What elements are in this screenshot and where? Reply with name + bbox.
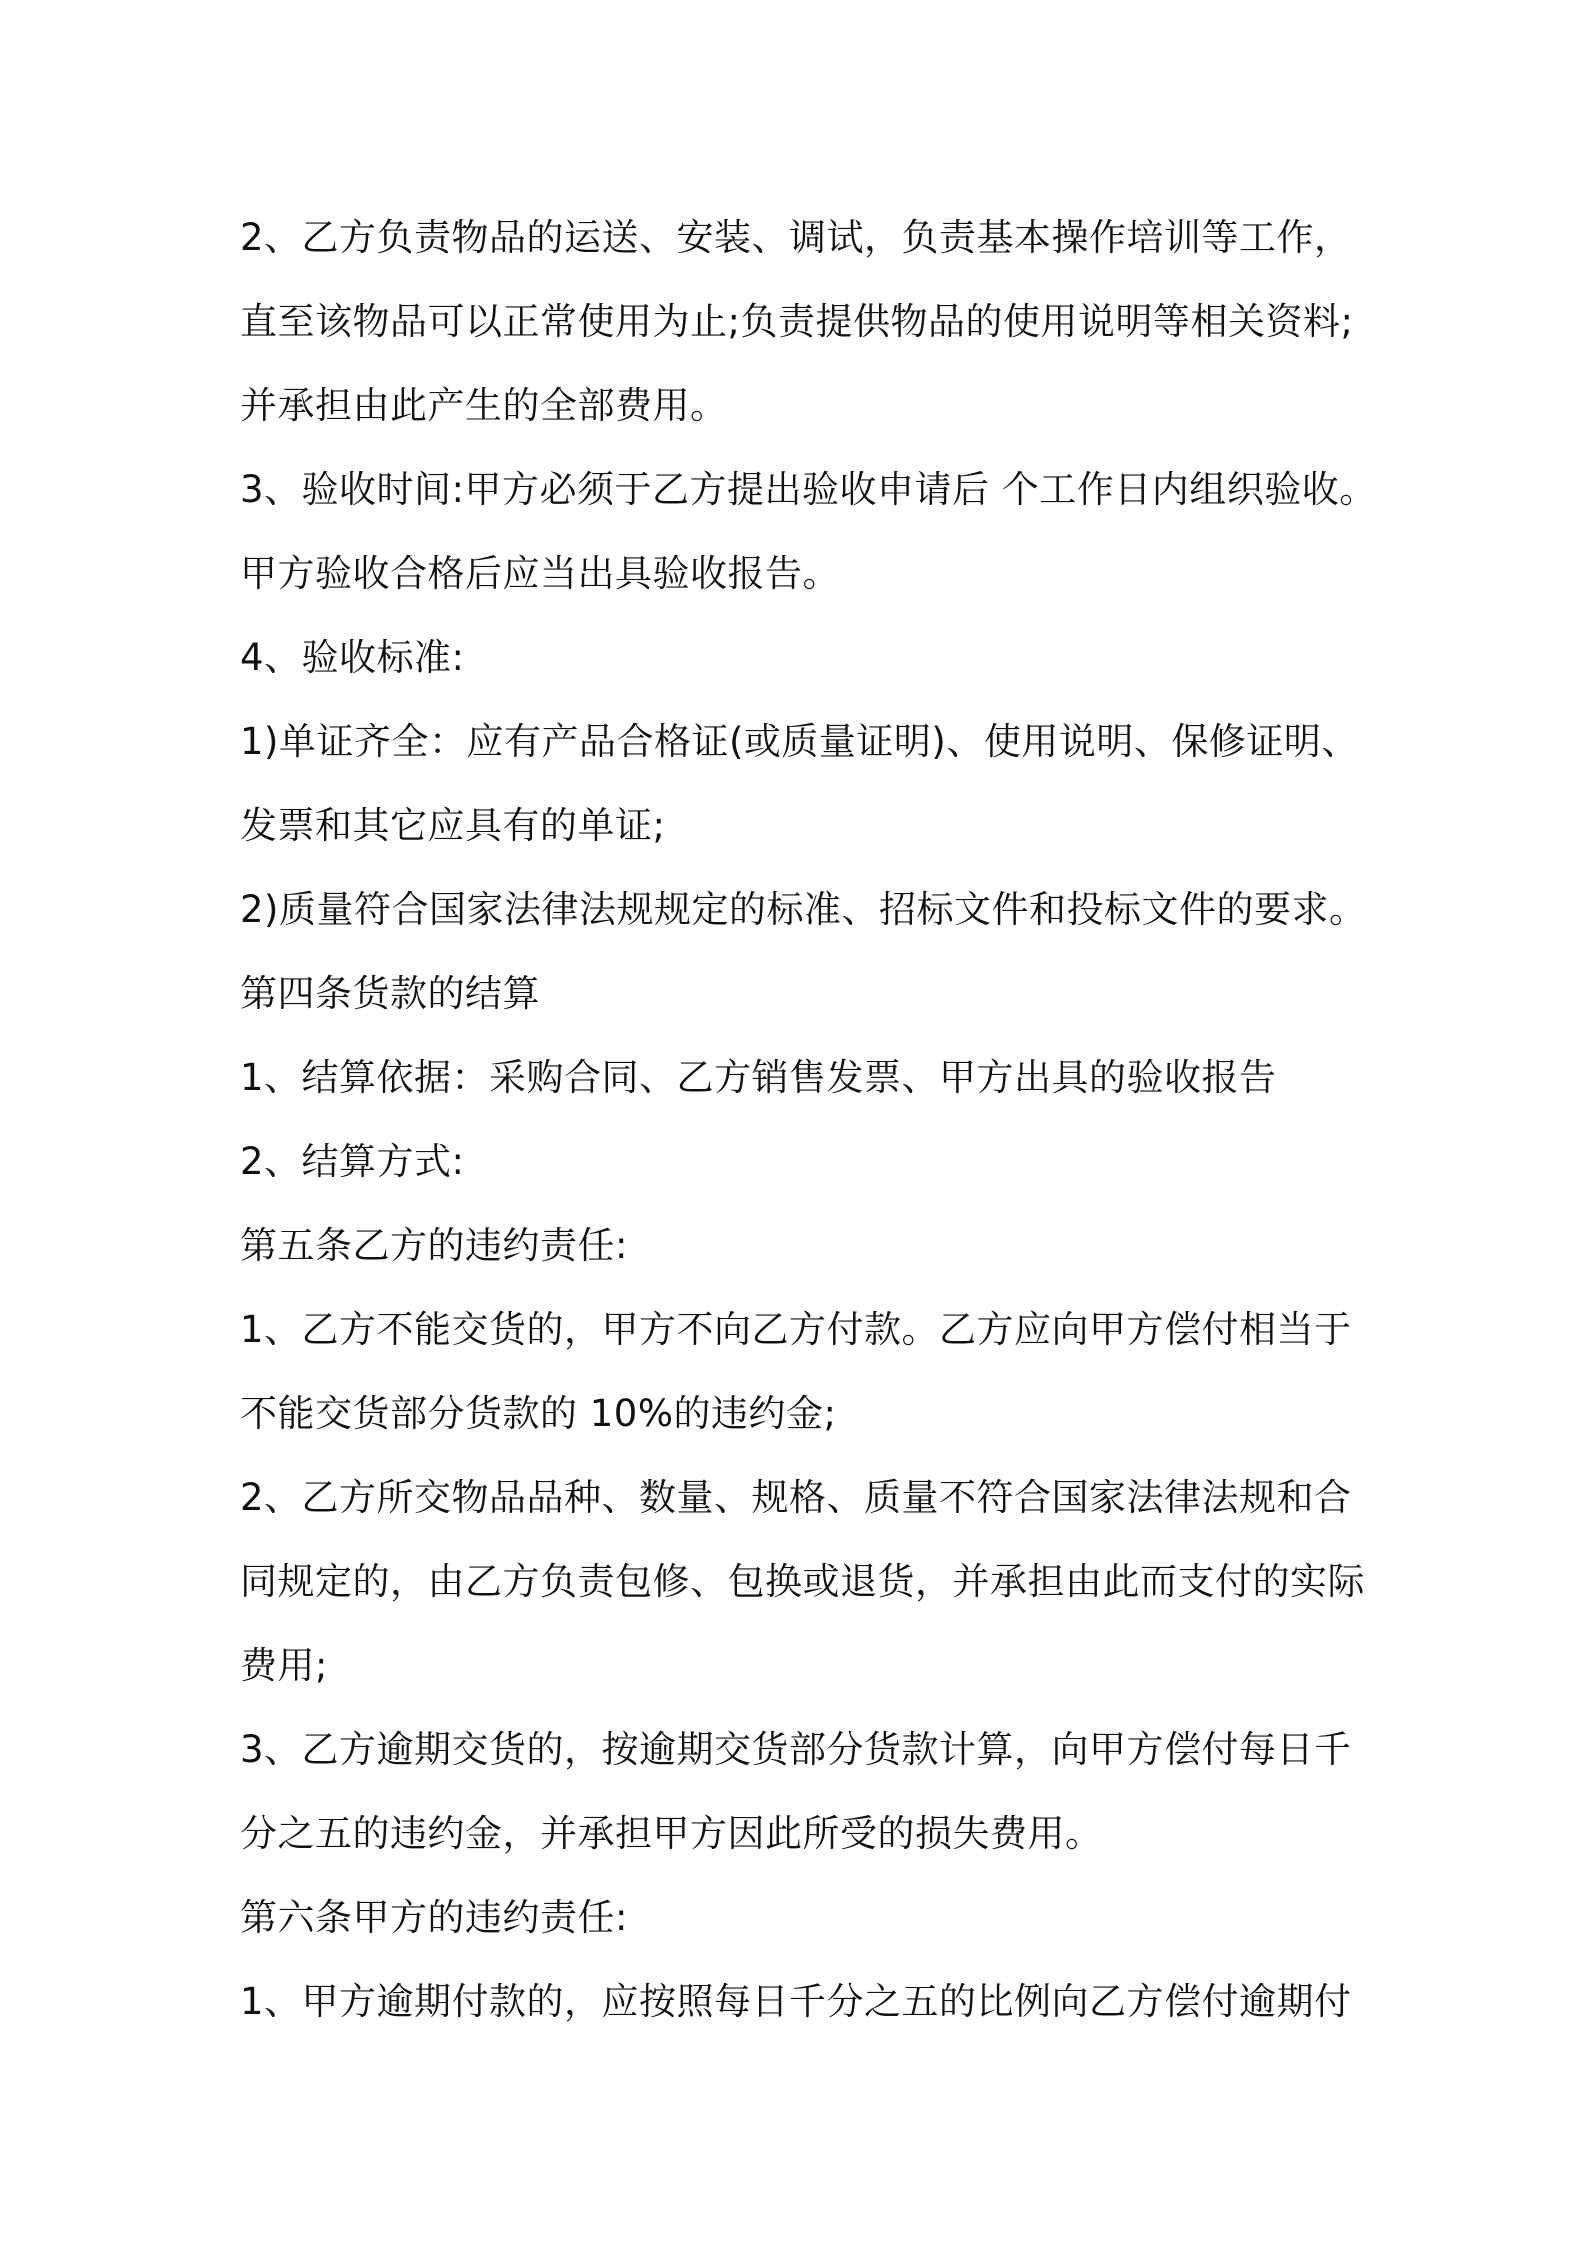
section-heading: 第四条货款的结算 xyxy=(240,972,540,1015)
clause-line: 3、乙方逾期交货的，按逾期交货部分货款计算，向甲方偿付每日千 xyxy=(240,1728,1352,1771)
clause-line: 2、结算方式: xyxy=(240,1140,465,1183)
clause-line: 1)单证齐全：应有产品合格证(或质量证明)、使用说明、保修证明、 xyxy=(240,720,1359,763)
clause-line: 费用; xyxy=(240,1644,328,1687)
clause-line: 2、乙方所交物品品种、数量、规格、质量不符合国家法律法规和合 xyxy=(240,1476,1352,1519)
clause-line: 同规定的，由乙方负责包修、包换或退货，并承担由此而支付的实际 xyxy=(240,1560,1365,1603)
clause-line: 1、结算依据：采购合同、乙方销售发票、甲方出具的验收报告 xyxy=(240,1056,1277,1099)
clause-line: 直至该物品可以正常使用为止;负责提供物品的使用说明等相关资料; xyxy=(240,300,1354,343)
clause-line: 分之五的违约金，并承担甲方因此所受的损失费用。 xyxy=(240,1812,1103,1855)
section-heading: 第六条甲方的违约责任: xyxy=(240,1896,628,1939)
section-heading: 第五条乙方的违约责任: xyxy=(240,1224,628,1267)
clause-line: 1、乙方不能交货的，甲方不向乙方付款。乙方应向甲方偿付相当于 xyxy=(240,1308,1352,1351)
clause-line: 发票和其它应具有的单证; xyxy=(240,804,666,847)
clause-line: 3、验收时间:甲方必须于乙方提出验收申请后 个工作日内组织验收。 xyxy=(240,468,1377,511)
clause-line: 1、甲方逾期付款的，应按照每日千分之五的比例向乙方偿付逾期付 xyxy=(240,1980,1352,2023)
clause-line: 并承担由此产生的全部费用。 xyxy=(240,384,728,427)
document-body xyxy=(240,196,1377,2044)
clause-line: 2、乙方负责物品的运送、安装、调试，负责基本操作培训等工作， xyxy=(240,216,1352,259)
clause-line: 甲方验收合格后应当出具验收报告。 xyxy=(240,552,840,595)
clause-line: 2)质量符合国家法律法规规定的标准、招标文件和投标文件的要求。 xyxy=(240,888,1367,931)
clause-line: 4、验收标准: xyxy=(240,636,465,679)
clause-line: 不能交货部分货款的 10%的违约金; xyxy=(240,1392,837,1435)
